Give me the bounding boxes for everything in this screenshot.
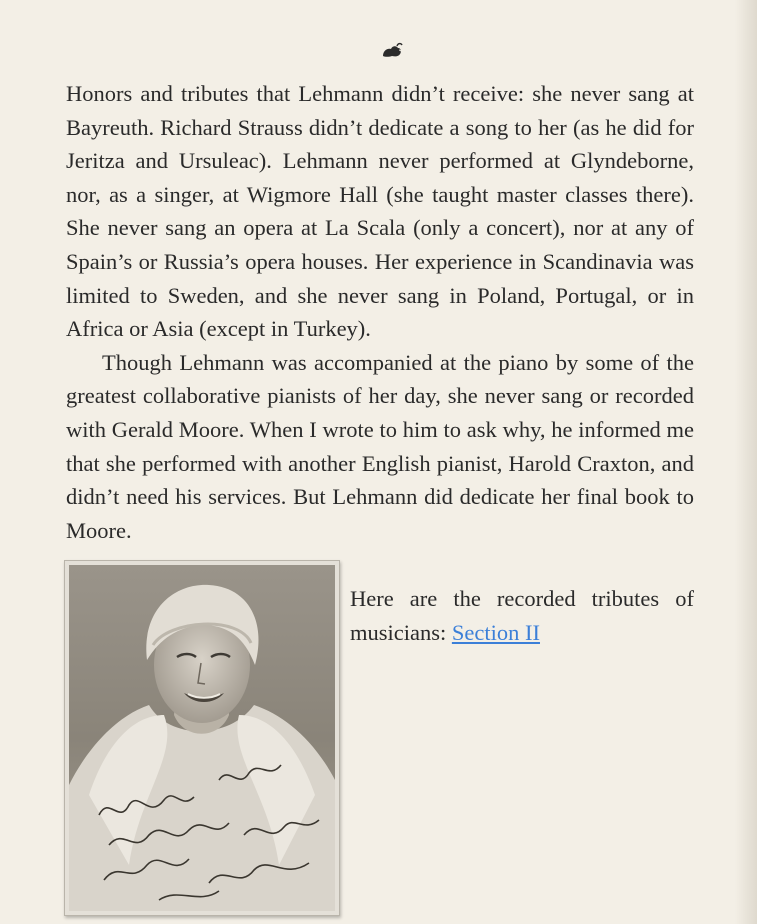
paragraph-honors: Honors and tributes that Lehmann didn’t receive: she never sang at Bayreuth. Richard Strauss didn’t dedicate a song to her (as he did for Jeritza and Ursuleac). Lehmann never performed at Glyndeborne, nor, as a singer, at Wigmore Hall (she taught master classes there). She never sang an opera at La Scala (only a concert), nor at any of Spain’s or Russia’s opera houses. Her experience in Scandinavia was limited to Sweden, and she never sang in Poland, Portugal, or in Africa or Asia (except in Turkey). [66, 81, 694, 342]
section-ii-link[interactable]: Section II [451, 619, 540, 645]
portrait-image [69, 565, 335, 911]
article-body [66, 77, 694, 547]
tributes-text: Here are the recorded tributes of musicians: [350, 586, 694, 645]
paragraph-pianists: Though Lehmann was accompanied at the piano by some of the greatest collaborative pianists of her day, she never sang or recorded with Gerald Moore. When I wrote to him to ask why, he informed me that she performed with another English pianist, Harold Craxton, and didn’t need his services. But Lehmann did dedicate her final book to Moore. [66, 349, 694, 543]
tributes-note [350, 582, 694, 649]
signed-portrait-photo [64, 560, 340, 916]
fleuron-ornament-icon [380, 40, 404, 60]
